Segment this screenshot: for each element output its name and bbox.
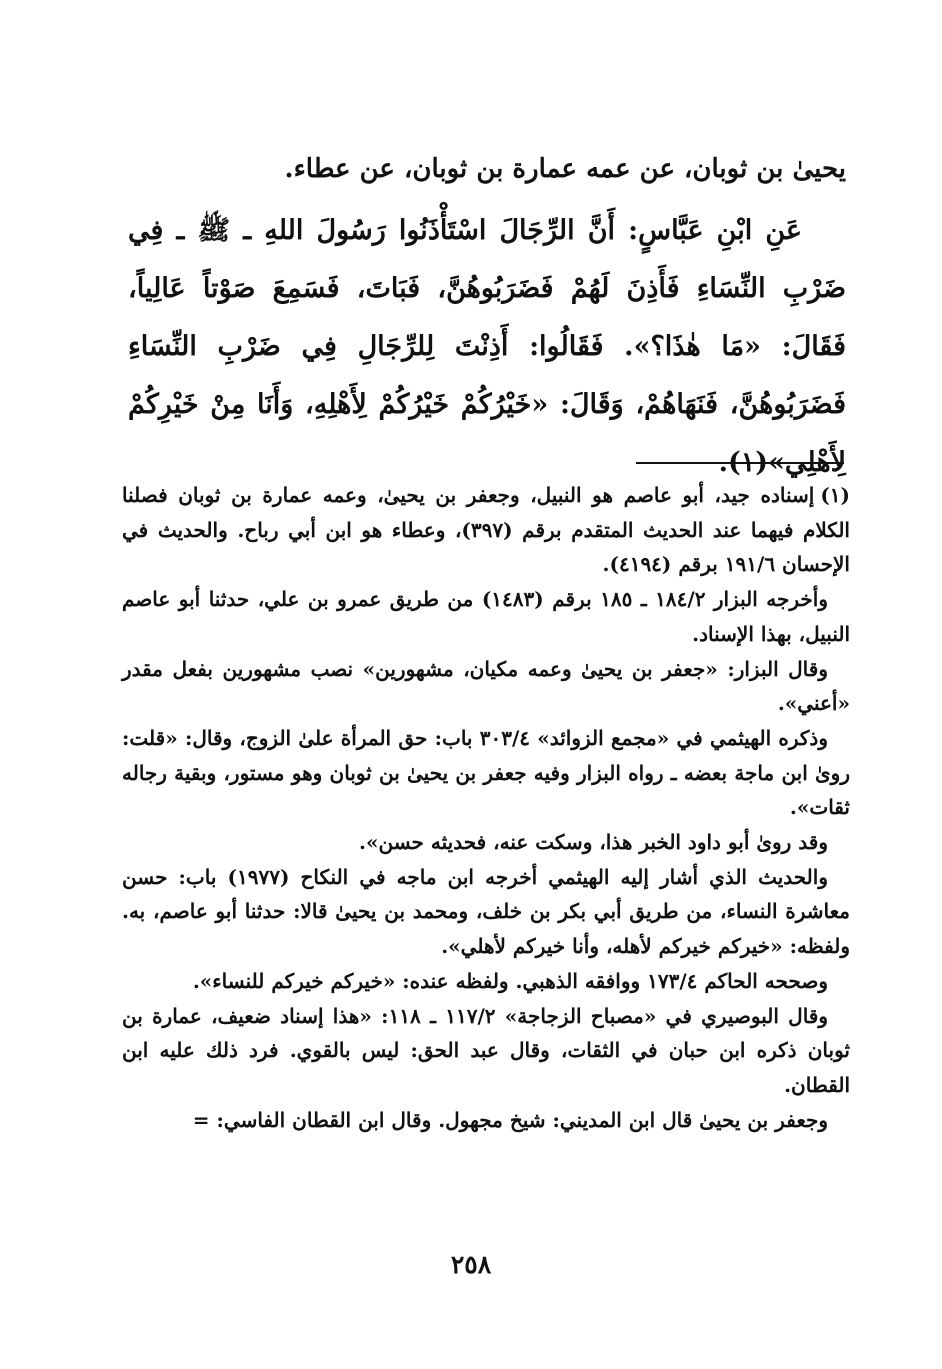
footnote-paragraph: وذكره الهيثمي في «مجمع الزوائد» ٣٠٣/٤ باب: حق المرأة علىٰ الزوج، وقال: «قلت: روىٰ ابن ماجة بعضه ـ رواه البزار وفيه جعفر بن يحيىٰ بن ثوبان وهو مستور، وبقية رجاله ثقات».: [122, 725, 850, 820]
footnote-paragraph: وأخرجه البزار ١٨٤/٢ ـ ١٨٥ برقم (١٤٨٣) من طريق عمرو بن علي، حدثنا أبو عاصم النبيل، بهذا الإسناد.: [122, 587, 850, 646]
footnote-paragraph: وقال البوصيري في «مصباح الزجاجة» ١١٧/٢ ـ ١١٨: «هذا إسناد ضعيف، عمارة بن ثوبان ذكره ابن حبان في الثقات، وقال عبد الحق: ليس بالقوي. فرد ذلك عليه ابن القطان.: [122, 1003, 850, 1097]
footnote-paragraph: [122, 478, 850, 582]
footnote-paragraph-text: إسناده جيد، أبو عاصم هو النبيل، وجعفر بن يحيىٰ، وعمه عمارة بن ثوبان فصلنا الكلام فيهما عند الحديث المتقدم برقم (٣٩٧)، وعطاء هو ابن أبي رباح. والحديث في الإحسان ١٩١/٦ برقم (٤١٩٤).: [122, 483, 850, 577]
hadith-text: عَنِ ابْنِ عَبَّاسٍ: أَنَّ الرِّجَالَ اسْتَأْذَنُوا رَسُولَ اللهِ ـ ﷺ ـ فِي ضَرْبِ النِّسَاءِ فَأَذِنَ لَهُمْ فَضَرَبُوهُنَّ، فَبَاتَ، فَسَمِعَ صَوْتاً عَالِياً، فَقَالَ: «مَا هٰذَا؟». فَقَالُوا: أَذِنْتَ لِلرِّجَالِ فِي ضَرْبِ النِّسَاءِ فَضَرَبُوهُنَّ، فَنَهَاهُمْ، وَقَالَ: «خَيْرُكُمْ خَيْرُكُمْ لِأَهْلِهِ، وَأَنَا مِنْ خَيْرِكُمْ لِأَهْلِي»(١).: [128, 215, 846, 478]
footnotes: [122, 478, 850, 1137]
footnote-paragraph: وقد روىٰ أبو داود الخبر هذا، وسكت عنه، فحديثه حسن».: [359, 830, 828, 855]
footnote-paragraph: وصححه الحاكم ١٧٣/٤ ووافقه الذهبي. ولفظه عنده: «خيركم خيركم للنساء».: [192, 968, 828, 993]
footnote-paragraph: والحديث الذي أشار إليه الهيثمي أخرجه ابن ماجه في النكاح (١٩٧٧) باب: حسن معاشرة النساء، من طريق أبي بكر بن خلف، ومحمد بن يحيىٰ قالا: حدثنا أبو عاصم، به. ولفظه: «خيركم خيركم لأهله، وأنا خيركم لأهلي».: [122, 864, 850, 959]
main-text: [128, 140, 846, 492]
page-number: ٢٥٨: [450, 1250, 492, 1279]
footnote-separator: [636, 462, 844, 464]
footnote-paragraph: وجعفر بن يحيىٰ قال ابن المديني: شيخ مجهول. وقال ابن القطان الفاسي: =: [192, 1107, 828, 1132]
footnote-number: (١): [820, 483, 850, 507]
isnad-line: يحيىٰ بن ثوبان، عن عمه عمارة بن ثوبان، عن عطاء.: [284, 154, 846, 184]
footnote-paragraph: وقال البزار: «جعفر بن يحيىٰ وعمه مكيان، مشهورين» نصب مشهورين بفعل مقدر «أعني».: [122, 656, 850, 716]
